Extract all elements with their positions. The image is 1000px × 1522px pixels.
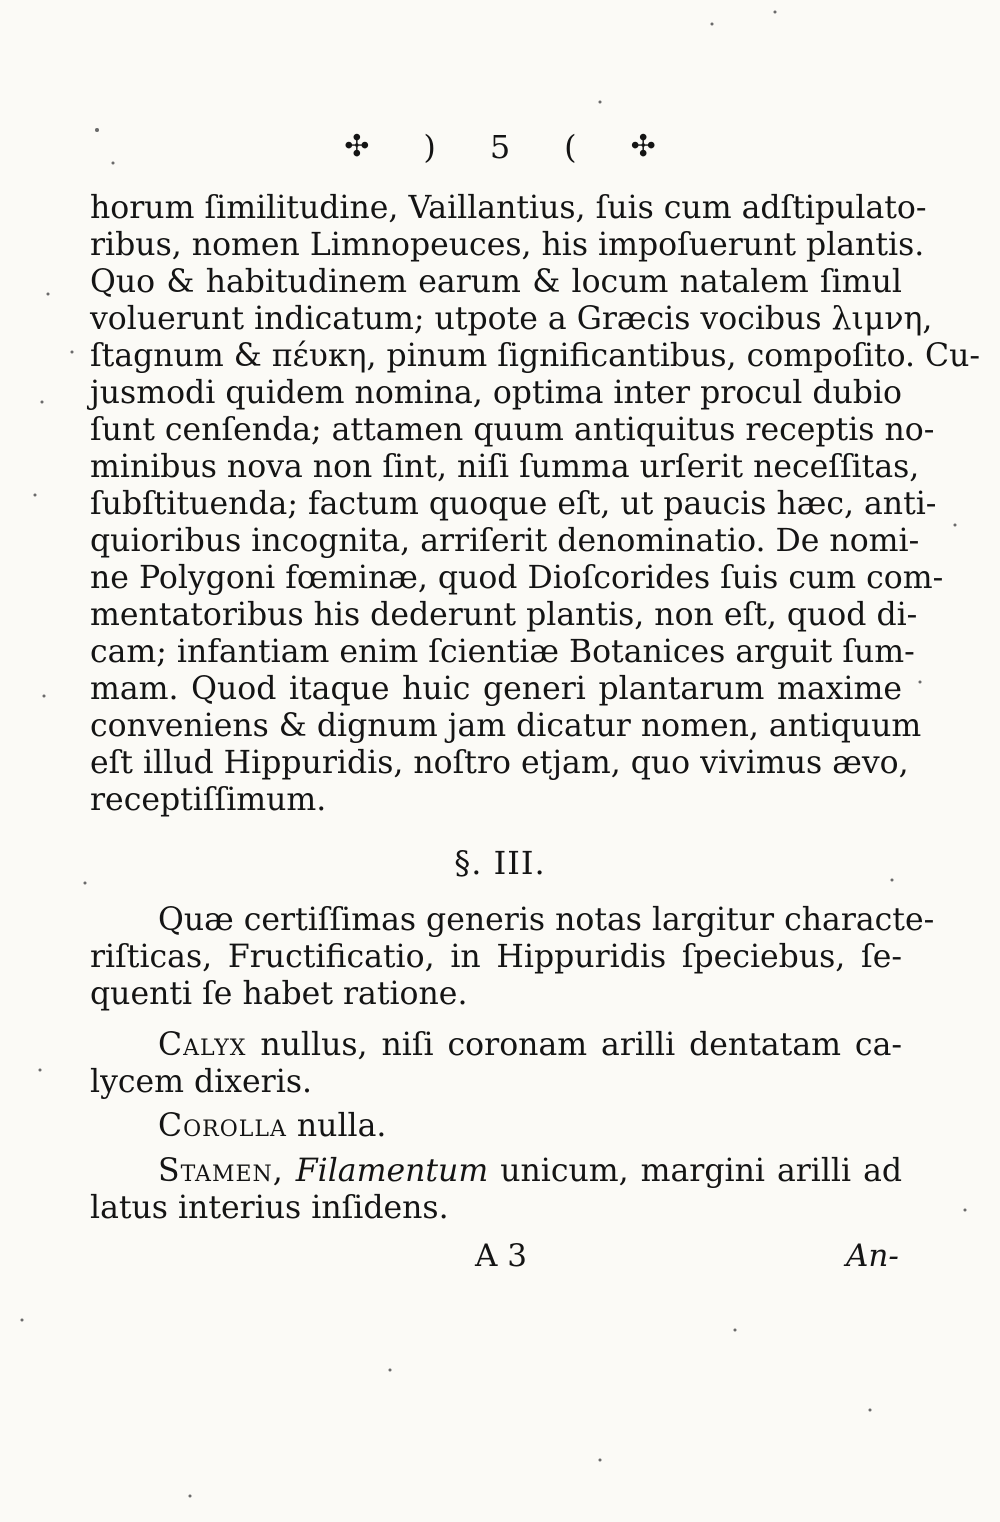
text-line [90, 1027, 902, 1064]
calyx-text: nullus, niſi coronam arilli dentatam ca- [260, 1027, 902, 1063]
text-line: ribus, nomen Limnopeuces, his impoſuerunt plantis. [90, 227, 925, 263]
paragraph-nomenclature [90, 190, 981, 819]
text-line: riſticas, Fructificatio, in Hippuridis ſpeciebus, ſe- [90, 939, 902, 975]
page-number: 5 [489, 128, 511, 166]
term-corolla: Corolla [158, 1108, 287, 1144]
text-line: minibus nova non ſint, niſi ſumma urſerit neceſſitas, [90, 449, 920, 485]
header-paren-left: ( [564, 128, 577, 166]
paragraph-calyx [90, 1027, 902, 1101]
text-line: lycem dixeris. [90, 1064, 312, 1100]
catchword: An- [846, 1238, 899, 1274]
text-line: voluerunt indicatum; utpote a Græcis vocibus λιμνη, [90, 301, 933, 337]
text-line [90, 1153, 902, 1190]
section-heading: §. III. [454, 844, 546, 882]
text-line: mam. Quod itaque huic generi plantarum maxime [90, 671, 902, 707]
text-line: quenti ſe habet ratione. [90, 976, 468, 1012]
text-line: Quo & habitudinem earum & locum natalem ſimul [90, 264, 902, 300]
corolla-text: nulla. [296, 1108, 387, 1144]
text-line [90, 1108, 902, 1145]
paragraph-corolla [90, 1108, 902, 1145]
term-stamen: Stamen, [158, 1153, 284, 1189]
text-line: ne Polygoni fœminæ, quod Dioſcorides ſuis cum com- [90, 560, 944, 596]
text-line: eſt illud Hippuridis, noſtro etjam, quo vivimus ævo, [90, 745, 909, 781]
text-line: ſunt cenſenda; attamen quum antiquitus receptis no- [90, 412, 935, 448]
header-paren-right: ) [423, 128, 436, 166]
text-line: mentatoribus his dederunt plantis, non eſt, quod di- [90, 597, 918, 633]
stamen-italic: Filamentum [295, 1153, 489, 1189]
text-line: quioribus incognita, arriſerit denominatio. De nomi- [90, 523, 920, 559]
paragraph-stamen [90, 1153, 902, 1227]
text-line: conveniens & dignum jam dicatur nomen, antiquum [90, 708, 922, 744]
text-line: latus interius inſidens. [90, 1190, 449, 1226]
text-line: Quæ certiſſimas generis notas largitur characte- [158, 902, 935, 938]
running-header [0, 122, 1000, 172]
paragraph-fructificatio [90, 902, 935, 1013]
text-line: receptiſſimum. [90, 782, 327, 818]
text-line: cam; infantiam enim ſcientiæ Botanices arguit ſum- [90, 634, 915, 670]
stamen-text: unicum, margini arilli ad [500, 1153, 903, 1189]
fleuron-right-icon: ✣ [630, 129, 656, 164]
page-footer [0, 1235, 1000, 1277]
text-line: ſtagnum & πέυκη, pinum ſignificantibus, compoſito. Cu- [90, 338, 981, 374]
term-calyx: Calyx [158, 1027, 247, 1063]
fleuron-left-icon: ✣ [344, 129, 370, 164]
text-line: horum ſimilitudine, Vaillantius, ſuis cum adſtipulato- [90, 190, 927, 226]
text-line: ſubſtituenda; factum quoque eſt, ut paucis hæc, anti- [90, 486, 937, 522]
signature-mark: A 3 [475, 1238, 527, 1274]
text-line: jusmodi quidem nomina, optima inter procul dubio [90, 375, 902, 411]
